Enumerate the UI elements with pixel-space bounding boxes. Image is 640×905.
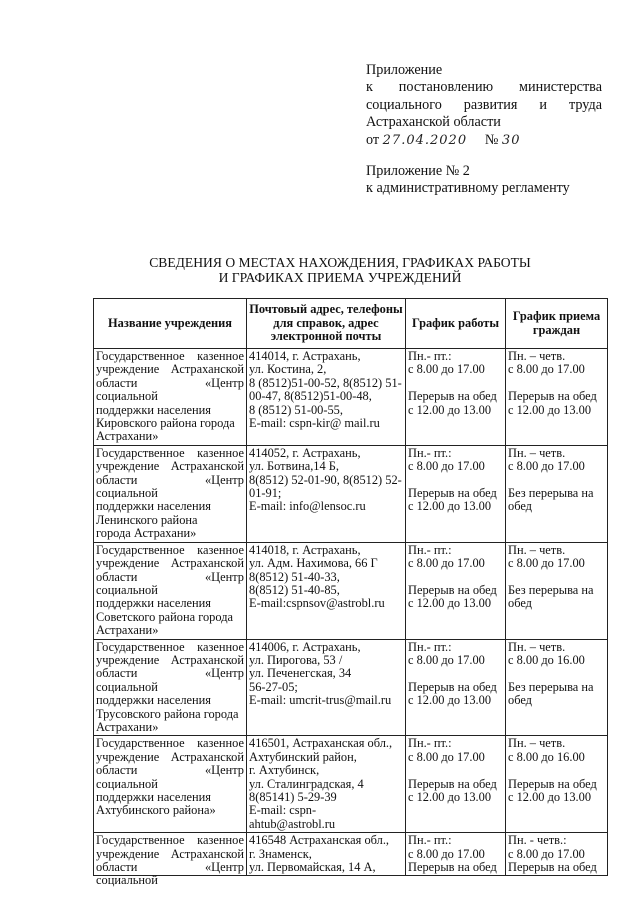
cell-reception <box>506 639 608 736</box>
appendix-date-line <box>366 132 602 149</box>
reception-line <box>508 377 605 390</box>
name-line: поддержки населения <box>96 790 212 804</box>
schedule-line: Перерыв на обед <box>408 582 497 597</box>
cell-reception <box>506 445 608 542</box>
reception-line <box>508 571 605 584</box>
cell-name <box>94 542 247 639</box>
cell-address <box>247 639 406 736</box>
reception-line: с 8.00 до 17.00 <box>508 362 585 377</box>
cell-name <box>94 349 247 446</box>
schedule-line <box>408 474 503 487</box>
address-line: 416501, Астраханская обл., <box>249 736 393 751</box>
name-line: области «Центр социальной <box>96 472 244 501</box>
reception-line: с 8.00 до 17.00 <box>508 556 585 571</box>
schedule-line: Перерыв на обед <box>408 776 497 791</box>
cell-address <box>247 833 406 876</box>
table-row <box>94 445 608 542</box>
name-line: города Астрахани» <box>96 526 197 541</box>
header-reception: График приема граждан <box>506 299 608 349</box>
cell-reception <box>506 542 608 639</box>
reception-line: с 8.00 до 16.00 <box>508 749 585 764</box>
address-line: ул. Пирогова, 53 / <box>249 652 343 667</box>
reception-line: с 8.00 до 17.00 <box>508 459 585 474</box>
address-line: 8 (8512)51-00-52, 8(8512) 51- <box>249 375 402 390</box>
schedule-line: с 8.00 до 17.00 <box>408 652 485 667</box>
name-line: поддержки населения <box>96 402 212 417</box>
schedule-line: с 12.00 до 13.00 <box>408 789 492 804</box>
address-line: ул. Ботвина,14 Б, <box>249 459 340 474</box>
appendix-label: Приложение <box>366 62 443 78</box>
address-line: 416548 Астраханская обл., <box>249 833 390 848</box>
address-line: 414014, г. Астрахань, <box>249 349 361 363</box>
document-title <box>90 255 590 285</box>
schedule-line: Перерыв на обед <box>408 679 497 694</box>
cell-schedule <box>406 639 506 736</box>
name-line: учреждение Астраханской <box>96 652 244 667</box>
cell-name <box>94 639 247 736</box>
schedule-line <box>408 571 503 584</box>
reception-line: Пн. – четв. <box>508 445 566 460</box>
reception-line: Перерыв на обед <box>508 776 597 791</box>
address-line: 8 (8512) 51-00-55, <box>249 402 343 417</box>
table-row <box>94 349 608 446</box>
from-label: от <box>366 131 380 148</box>
cell-address <box>247 542 406 639</box>
address-line: 56-27-05; <box>249 679 298 694</box>
cell-name <box>94 445 247 542</box>
name-line: области «Центр социальной <box>96 666 244 694</box>
cell-schedule <box>406 445 506 542</box>
address-line: ул. Печенегская, 34 <box>249 666 352 681</box>
address-line: E-mail: info@lensoc.ru <box>249 499 366 514</box>
address-line: ул. Первомайская, 14 А, <box>249 860 376 875</box>
address-line: г. Знаменск, <box>249 846 312 861</box>
address-line: Ахтубинский район, <box>249 749 357 764</box>
schedule-line: с 8.00 до 17.00 <box>408 362 485 377</box>
cell-name <box>94 833 247 888</box>
table-row <box>94 639 608 736</box>
handwritten-date: 27.04.2020 <box>382 132 468 148</box>
reception-line <box>508 667 605 680</box>
address-line: 8(85141) 5-29-39 <box>249 790 337 804</box>
reception-line: обед <box>508 693 532 708</box>
reception-line: Перерыв на обед <box>508 389 597 404</box>
schedule-line <box>408 764 503 777</box>
cell-reception <box>506 349 608 446</box>
address-line: E-mail: cspn-kir@ mail.ru <box>249 416 380 431</box>
address-line: г. Ахтубинск, <box>249 763 320 778</box>
name-line: Государственное казенное <box>96 349 244 363</box>
reception-line: Без перерыва на <box>508 679 594 694</box>
number-label: № <box>484 131 499 148</box>
address-line: 8(8512) 52-01-90, 8(8512) 52- <box>249 472 402 487</box>
schedule-line: с 8.00 до 17.00 <box>408 749 485 764</box>
appendix-line-2: к постановлению министерства <box>366 79 602 96</box>
table-row <box>94 542 608 639</box>
address-line: ул. Сталинградская, 4 <box>249 776 364 791</box>
name-line: учреждение Астраханской <box>96 749 244 764</box>
appendix-block <box>366 62 602 198</box>
address-line: E-mail: cspn- <box>249 803 317 818</box>
name-line: Государственное казенное <box>96 445 244 460</box>
address-line: 414006, г. Астрахань, <box>249 639 361 654</box>
reception-line: Пн. – четв. <box>508 639 566 654</box>
reception-line: Перерыв на обед <box>508 860 597 875</box>
name-line: области «Центр социальной <box>96 860 244 888</box>
schedule-line: Пн.- пт.: <box>408 833 452 848</box>
name-line: Астрахани» <box>96 429 159 444</box>
schedule-line: с 12.00 до 13.00 <box>408 402 492 417</box>
schedule-line <box>408 377 503 390</box>
address-line: 8(8512) 51-40-33, <box>249 569 340 584</box>
address-line: 414052, г. Астрахань, <box>249 445 361 460</box>
schedule-line: Перерыв на обед <box>408 860 497 875</box>
reception-line: Без перерыва на <box>508 582 594 597</box>
header-address: Почтовый адрес, телефоны для справок, адрес электронной почты <box>247 299 406 349</box>
schedule-line: Пн.- пт.: <box>408 639 452 654</box>
table-row <box>94 833 608 876</box>
cell-schedule <box>406 542 506 639</box>
schedule-line: Пн.- пт.: <box>408 736 452 751</box>
name-line: Кировского района города <box>96 416 235 431</box>
header-schedule: График работы <box>406 299 506 349</box>
schedule-line: Пн.- пт.: <box>408 349 452 363</box>
table-header-row <box>94 299 608 349</box>
name-line: поддержки населения <box>96 596 212 611</box>
schedule-line <box>408 667 503 680</box>
schedule-line: Пн.- пт.: <box>408 542 452 557</box>
cell-name <box>94 736 247 833</box>
cell-reception <box>506 833 608 876</box>
name-line: поддержки населения <box>96 693 212 708</box>
reception-line: Пн. – четв. <box>508 542 566 557</box>
reception-line: обед <box>508 499 532 514</box>
address-line: ahtub@astrobl.ru <box>249 816 336 831</box>
table-row <box>94 736 608 833</box>
name-line: области «Центр социальной <box>96 763 244 791</box>
cell-schedule <box>406 349 506 446</box>
schedule-line: с 8.00 до 17.00 <box>408 459 485 474</box>
reception-line: Пн. - четв.: <box>508 833 567 848</box>
reception-line <box>508 764 605 777</box>
schedule-line: с 8.00 до 17.00 <box>408 556 485 571</box>
cell-address <box>247 349 406 446</box>
schedule-line: с 12.00 до 13.00 <box>408 499 492 514</box>
reception-line <box>508 474 605 487</box>
name-line: учреждение Астраханской <box>96 846 244 861</box>
name-line: Астрахани» <box>96 719 159 734</box>
name-line: Государственное казенное <box>96 736 244 751</box>
reception-line: Без перерыва на <box>508 486 594 501</box>
schedule-line: с 12.00 до 13.00 <box>408 693 492 708</box>
address-line: 01-91; <box>249 486 282 501</box>
institutions-table <box>93 298 608 888</box>
header-name: Название учреждения <box>94 299 247 349</box>
appendix-line-4: Астраханской области <box>366 114 501 131</box>
schedule-line: Перерыв на обед <box>408 486 497 501</box>
address-line: 00-47, 8(8512)51-00-48, <box>249 389 372 404</box>
name-line: учреждение Астраханской <box>96 362 244 377</box>
schedule-line: с 8.00 до 17.00 <box>408 846 485 861</box>
appendix2-sub: к административному регламенту <box>366 180 570 197</box>
address-line: ул. Костина, 2, <box>249 362 327 377</box>
reception-line: Пн. – четв. <box>508 736 566 751</box>
title-line-1: СВЕДЕНИЯ О МЕСТАХ НАХОЖДЕНИЯ, ГРАФИКАХ РАБОТЫ <box>149 255 531 270</box>
name-line: учреждение Астраханской <box>96 556 244 571</box>
address-line: E-mail:cspnsov@astrobl.ru <box>249 596 385 611</box>
schedule-line: с 12.00 до 13.00 <box>408 596 492 611</box>
name-line: Ленинского района <box>96 512 198 527</box>
reception-line: обед <box>508 596 532 611</box>
name-line: Трусовского района города <box>96 706 239 721</box>
name-line: Государственное казенное <box>96 833 244 848</box>
address-line: 414018, г. Астрахань, <box>249 542 361 557</box>
name-line: поддержки населения <box>96 499 212 514</box>
name-line: Государственное казенное <box>96 639 244 654</box>
schedule-line: Перерыв на обед <box>408 389 497 404</box>
address-line: E-mail: umcrit-trus@mail.ru <box>249 693 392 708</box>
table-body <box>94 349 608 888</box>
reception-line: с 8.00 до 17.00 <box>508 846 585 861</box>
reception-line: с 12.00 до 13.00 <box>508 789 592 804</box>
address-line: 8(8512) 51-40-85, <box>249 582 340 597</box>
name-line: области «Центр социальной <box>96 569 244 597</box>
name-line: Ахтубинского района» <box>96 803 216 818</box>
schedule-line: Пн.- пт.: <box>408 445 452 460</box>
reception-line: с 12.00 до 13.00 <box>508 402 592 417</box>
cell-address <box>247 445 406 542</box>
name-line: Астрахани» <box>96 623 159 638</box>
name-line: учреждение Астраханской <box>96 459 244 474</box>
cell-schedule <box>406 833 506 876</box>
appendix-line-3: социального развития и труда <box>366 96 602 113</box>
cell-schedule <box>406 736 506 833</box>
appendix2-label: Приложение № 2 <box>366 163 470 180</box>
cell-address <box>247 736 406 833</box>
cell-reception <box>506 736 608 833</box>
name-line: области «Центр социальной <box>96 375 244 404</box>
reception-line: Пн. – четв. <box>508 349 566 363</box>
reception-line: с 8.00 до 16.00 <box>508 652 585 667</box>
name-line: Государственное казенное <box>96 542 244 557</box>
address-line: ул. Адм. Нахимова, 66 Г <box>249 556 378 571</box>
handwritten-number: 30 <box>501 132 521 148</box>
name-line: Советского района города <box>96 609 234 624</box>
title-line-2: И ГРАФИКАХ ПРИЕМА УЧРЕЖДЕНИЙ <box>218 270 462 285</box>
